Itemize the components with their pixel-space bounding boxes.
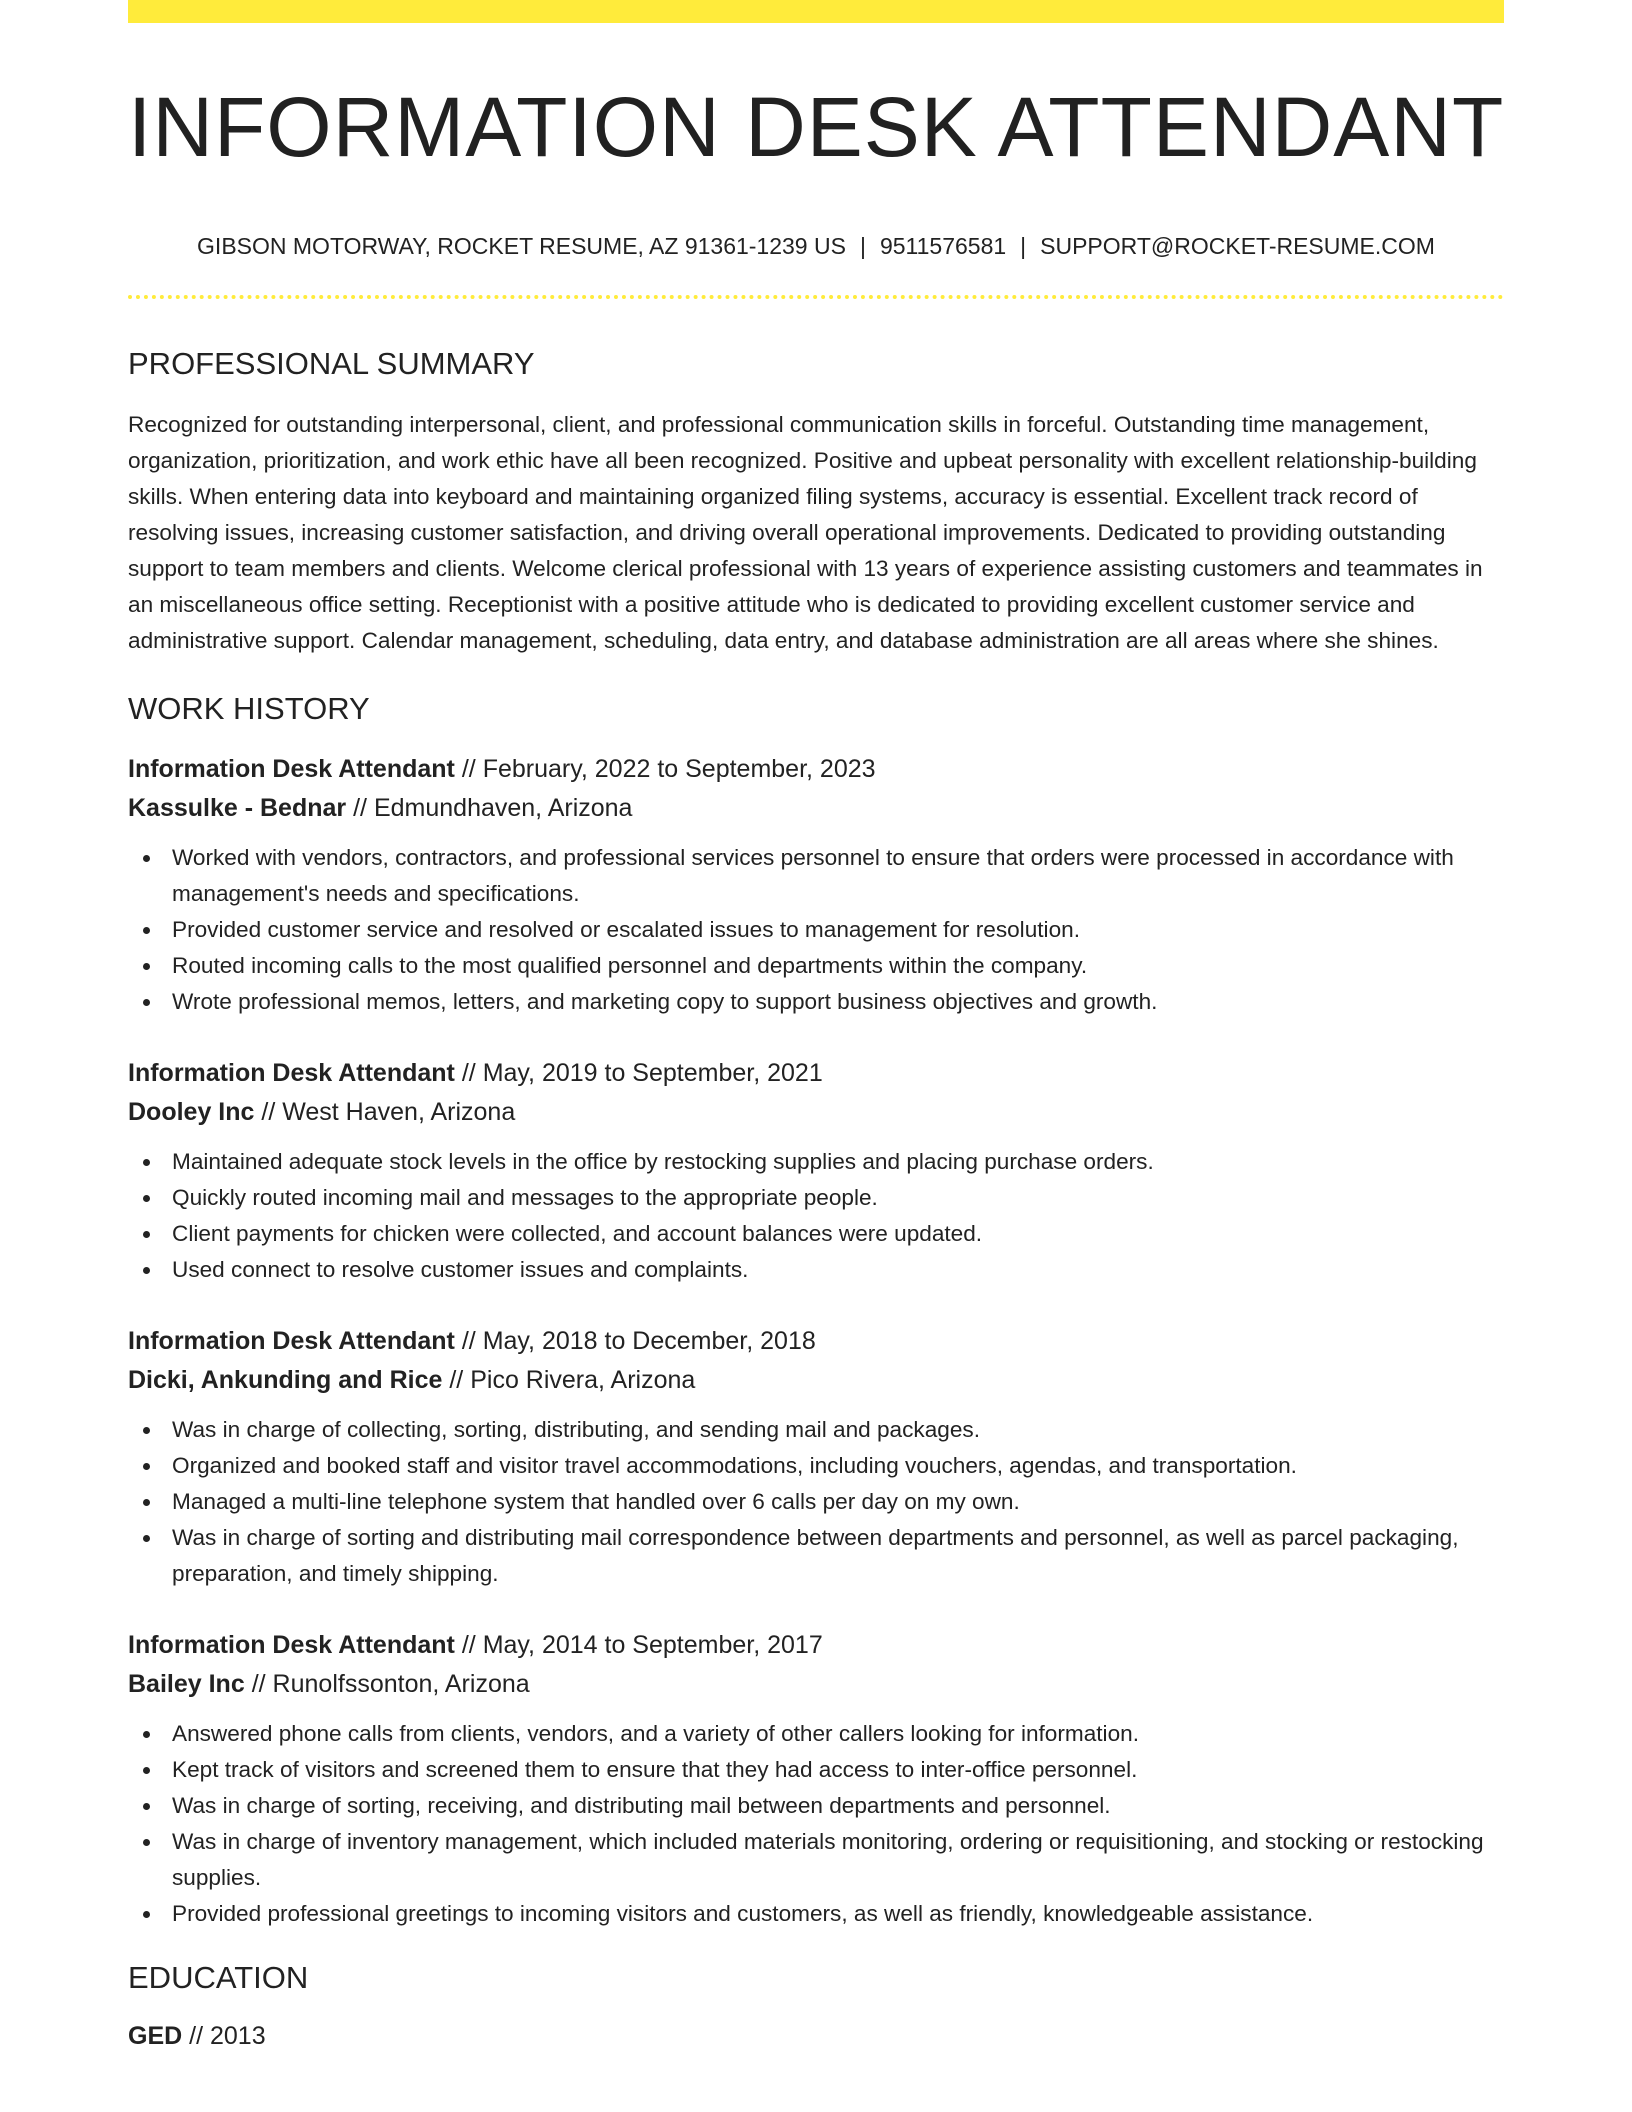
job-location: Edmundhaven, Arizona: [373, 794, 633, 822]
job-entry: [128, 1626, 1504, 1932]
job-company: Kassulke - Bednar: [128, 794, 347, 822]
job-company-line: [128, 1665, 1504, 1704]
job-bullet-item: Provided customer service and resolved or escalated issues to management for resolution.: [128, 912, 1504, 948]
job-location: Runolfssonton, Arizona: [272, 1670, 530, 1698]
contact-phone[interactable]: 9511576581: [879, 233, 1007, 259]
jobs-list: [128, 750, 1504, 1932]
job-bullet-item: Provided professional greetings to incoming visitors and customers, as well as friendly, knowledgeable assistance.: [128, 1896, 1504, 1932]
job-bullet-item: Wrote professional memos, letters, and marketing copy to support business objectives and growth.: [128, 984, 1504, 1020]
job-bullet-item: Was in charge of collecting, sorting, distributing, and sending mail and packages.: [128, 1412, 1504, 1448]
job-company-line: [128, 789, 1504, 828]
job-bullet-item: Quickly routed incoming mail and messages to the appropriate people.: [128, 1180, 1504, 1216]
job-company-line: [128, 1093, 1504, 1132]
contact-separator: |: [859, 233, 866, 259]
job-bullet-item: Worked with vendors, contractors, and professional services personnel to ensure that orders were processed in accordance with management's needs and specifications.: [128, 840, 1504, 912]
job-entry: [128, 750, 1504, 1020]
job-role: Information Desk Attendant: [128, 1631, 455, 1659]
accent-top-bar: [128, 0, 1504, 23]
job-delimiter: //: [261, 1098, 276, 1126]
education-year: 2013: [210, 2022, 266, 2050]
job-dates: May, 2019 to September, 2021: [482, 1059, 823, 1087]
job-bullet-item: Managed a multi-line telephone system that handled over 6 calls per day on my own.: [128, 1484, 1504, 1520]
summary-text: Recognized for outstanding interpersonal, client, and professional communication skills in forceful. Outstanding time management, organization, prioritization, and work ethic have all been recognized. Positive and upbeat personality with excellent relationship-building skills. When entering data into keyboard and maintaining organized filing systems, accuracy is essential. Excellent track record of resolving issues, increasing customer satisfaction, and driving overall operational improvements. Dedicated to providing outstanding support to team members and clients. Welcome clerical professional with 13 years of experience assisting customers and teammates in an miscellaneous office setting. Receptionist with a positive attitude who is dedicated to providing excellent customer service and administrative support. Calendar management, scheduling, data entry, and database administration are all areas where she shines.: [128, 412, 1483, 653]
job-delimiter: //: [461, 1327, 476, 1355]
job-role: Information Desk Attendant: [128, 755, 455, 783]
dotted-divider: [128, 295, 1504, 299]
job-bullets: [128, 1144, 1504, 1288]
job-company-line: [128, 1361, 1504, 1400]
job-bullets: [128, 1716, 1504, 1932]
job-bullet-item: Maintained adequate stock levels in the office by restocking supplies and placing purchase orders.: [128, 1144, 1504, 1180]
job-entry: [128, 1322, 1504, 1592]
job-company: Dicki, Ankunding and Rice: [128, 1366, 443, 1394]
summary-heading: PROFESSIONAL SUMMARY: [128, 346, 535, 381]
contact-email[interactable]: SUPPORT@ROCKET-RESUME.COM: [1040, 233, 1435, 259]
job-entry: [128, 1054, 1504, 1288]
job-bullet-item: Kept track of visitors and screened them to ensure that they had access to inter-office personnel.: [128, 1752, 1504, 1788]
job-bullets: [128, 840, 1504, 1020]
job-title-line: [128, 1322, 1504, 1361]
job-bullet-item: Was in charge of sorting and distributing mail correspondence between departments and personnel, as well as parcel packaging, preparation, and timely shipping.: [128, 1520, 1504, 1592]
job-bullet-item: Client payments for chicken were collected, and account balances were updated.: [128, 1216, 1504, 1252]
job-bullet-item: Routed incoming calls to the most qualified personnel and departments within the company.: [128, 948, 1504, 984]
resume-title: INFORMATION DESK ATTENDANT: [128, 80, 1505, 174]
job-role: Information Desk Attendant: [128, 1327, 455, 1355]
contact-address: GIBSON MOTORWAY, ROCKET RESUME, AZ 91361-1239 US: [197, 233, 846, 259]
job-title-line: [128, 1626, 1504, 1665]
contact-separator: |: [1020, 233, 1027, 259]
job-delimiter: //: [449, 1366, 464, 1394]
education-heading: EDUCATION: [128, 1960, 309, 1995]
job-title-line: [128, 1054, 1504, 1093]
job-location: Pico Rivera, Arizona: [470, 1366, 696, 1394]
job-bullet-item: Used connect to resolve customer issues and complaints.: [128, 1252, 1504, 1288]
job-company: Bailey Inc: [128, 1670, 245, 1698]
job-delimiter: //: [353, 794, 367, 822]
job-dates: February, 2022 to September, 2023: [482, 755, 876, 783]
job-dates: May, 2014 to September, 2017: [482, 1631, 823, 1659]
job-location: West Haven, Arizona: [282, 1098, 516, 1126]
job-title-line: [128, 750, 1504, 789]
job-dates: May, 2018 to December, 2018: [482, 1327, 816, 1355]
job-bullet-item: Was in charge of inventory management, which included materials monitoring, ordering or requisitioning, and stocking or restocking supplies.: [128, 1824, 1504, 1896]
work-history-heading: WORK HISTORY: [128, 691, 370, 726]
job-delimiter: //: [461, 755, 476, 783]
job-delimiter: //: [461, 1059, 476, 1087]
education-degree: GED: [128, 2022, 183, 2050]
job-bullet-item: Answered phone calls from clients, vendors, and a variety of other callers looking for information.: [128, 1716, 1504, 1752]
job-bullet-item: Organized and booked staff and visitor travel accommodations, including vouchers, agendas, and transportation.: [128, 1448, 1504, 1484]
job-delimiter: //: [251, 1670, 266, 1698]
job-delimiter: //: [461, 1631, 476, 1659]
job-bullets: [128, 1412, 1504, 1592]
resume-page: [128, 0, 1504, 2056]
education-entry: [128, 2017, 1504, 2056]
contact-line: [128, 235, 1504, 258]
job-company: Dooley Inc: [128, 1098, 255, 1126]
job-bullet-item: Was in charge of sorting, receiving, and distributing mail between departments and personnel.: [128, 1788, 1504, 1824]
job-role: Information Desk Attendant: [128, 1059, 455, 1087]
education-delimiter: //: [189, 2022, 204, 2050]
